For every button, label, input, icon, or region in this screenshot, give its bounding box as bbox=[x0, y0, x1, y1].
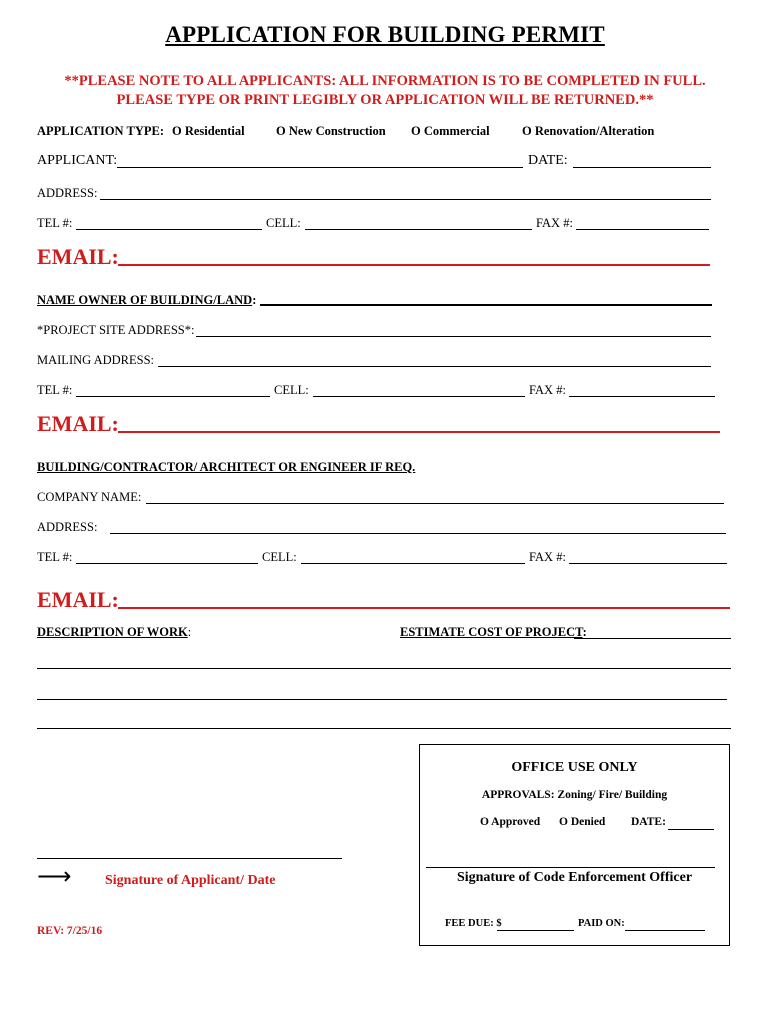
option-residential[interactable]: O Residential bbox=[172, 124, 245, 138]
contractor-tel-label: TEL #: bbox=[37, 550, 73, 564]
applicant-fax-field[interactable] bbox=[576, 213, 709, 230]
owner-cell-field[interactable] bbox=[313, 380, 525, 397]
notice-line-2: PLEASE TYPE OR PRINT LEGIBLY OR APPLICATION WILL BE RETURNED.** bbox=[116, 92, 654, 108]
owner-fax-field[interactable] bbox=[569, 380, 715, 397]
applicant-signature-label: Signature of Applicant/ Date bbox=[105, 873, 276, 888]
description-line-1[interactable] bbox=[37, 652, 731, 669]
contractor-email-label: EMAIL: bbox=[37, 587, 119, 612]
applicant-label: APPLICANT: bbox=[37, 153, 118, 168]
owner-tel-label: TEL #: bbox=[37, 383, 73, 397]
applicant-signature-line[interactable] bbox=[37, 842, 342, 859]
contractor-email-field[interactable] bbox=[118, 607, 730, 609]
site-address-field[interactable] bbox=[196, 320, 711, 337]
applicant-tel-label: TEL #: bbox=[37, 216, 73, 230]
approvals-label: APPROVALS: Zoning/ Fire/ Building bbox=[481, 789, 668, 801]
fee-due-field[interactable] bbox=[497, 914, 574, 931]
estimate-label-text: ESTIMATE COST OF PROJECT bbox=[400, 625, 583, 639]
paid-on-label: PAID ON: bbox=[578, 918, 625, 929]
owner-heading-suffix: : bbox=[252, 293, 257, 307]
owner-email-label: EMAIL: bbox=[37, 411, 119, 436]
applicant-cell-field[interactable] bbox=[305, 213, 532, 230]
contractor-cell-field[interactable] bbox=[301, 547, 525, 564]
owner-heading-text: NAME OWNER OF BUILDING/LAND bbox=[37, 293, 253, 307]
notice-line-1: **PLEASE NOTE TO ALL APPLICANTS: ALL INFORMATION IS TO BE COMPLETED IN FULL. bbox=[64, 73, 706, 89]
contractor-address-field[interactable] bbox=[110, 517, 726, 534]
description-label bbox=[37, 625, 191, 640]
date-label: DATE: bbox=[528, 153, 568, 168]
page-title: APPLICATION FOR BUILDING PERMIT bbox=[165, 22, 605, 47]
date-field[interactable] bbox=[573, 151, 711, 168]
company-name-field[interactable] bbox=[146, 487, 724, 504]
mailing-address-field[interactable] bbox=[158, 350, 711, 367]
option-new-construction[interactable]: O New Construction bbox=[276, 124, 386, 138]
approved-option[interactable]: O Approved bbox=[480, 816, 541, 828]
revision-label: REV: 7/25/16 bbox=[37, 925, 103, 937]
applicant-email-label: EMAIL: bbox=[37, 244, 119, 269]
option-commercial[interactable]: O Commercial bbox=[411, 124, 490, 138]
officer-signature-label: Signature of Code Enforcement Officer bbox=[456, 870, 693, 885]
applicant-address-field[interactable] bbox=[100, 183, 711, 200]
contractor-tel-field[interactable] bbox=[76, 547, 258, 564]
owner-tel-field[interactable] bbox=[76, 380, 270, 397]
applicant-field[interactable] bbox=[117, 151, 523, 168]
contractor-fax-field[interactable] bbox=[569, 547, 727, 564]
fee-due-label: FEE DUE: $ bbox=[445, 918, 502, 929]
office-use-heading: OFFICE USE ONLY bbox=[511, 760, 638, 775]
estimate-field[interactable] bbox=[574, 622, 731, 639]
option-renovation[interactable]: O Renovation/Alteration bbox=[522, 124, 655, 138]
site-address-label: *PROJECT SITE ADDRESS*: bbox=[37, 323, 195, 337]
applicant-tel-field[interactable] bbox=[76, 213, 262, 230]
contractor-heading: BUILDING/CONTRACTOR/ ARCHITECT OR ENGINEER IF REQ. bbox=[37, 460, 416, 474]
estimate-label-suffix: : bbox=[582, 625, 587, 639]
officer-signature-line[interactable] bbox=[426, 851, 715, 868]
paid-on-field[interactable] bbox=[625, 914, 705, 931]
office-date-label: DATE: bbox=[631, 816, 666, 828]
description-label-suffix: : bbox=[187, 625, 192, 639]
mailing-address-label: MAILING ADDRESS: bbox=[37, 353, 155, 367]
contractor-fax-label: FAX #: bbox=[529, 550, 566, 564]
applicant-address-label: ADDRESS: bbox=[37, 186, 98, 200]
description-line-3[interactable] bbox=[37, 712, 731, 729]
company-name-label: COMPANY NAME: bbox=[37, 490, 142, 504]
arrow-icon: ⟶ bbox=[37, 862, 72, 890]
owner-fax-label: FAX #: bbox=[529, 383, 566, 397]
denied-option[interactable]: O Denied bbox=[559, 816, 606, 828]
owner-name-field[interactable] bbox=[260, 288, 712, 306]
owner-heading bbox=[37, 293, 256, 308]
description-label-text: DESCRIPTION OF WORK bbox=[37, 625, 188, 639]
applicant-cell-label: CELL: bbox=[266, 216, 301, 230]
owner-cell-label: CELL: bbox=[274, 383, 309, 397]
owner-email-field[interactable] bbox=[118, 431, 720, 433]
estimate-label bbox=[400, 625, 587, 640]
contractor-address-label: ADDRESS: bbox=[37, 520, 98, 534]
applicant-email-field[interactable] bbox=[118, 264, 710, 266]
contractor-cell-label: CELL: bbox=[262, 550, 297, 564]
application-type-label: APPLICATION TYPE: bbox=[37, 124, 164, 138]
description-line-2[interactable] bbox=[37, 683, 727, 700]
applicant-fax-label: FAX #: bbox=[536, 216, 573, 230]
office-date-field[interactable] bbox=[668, 813, 714, 830]
